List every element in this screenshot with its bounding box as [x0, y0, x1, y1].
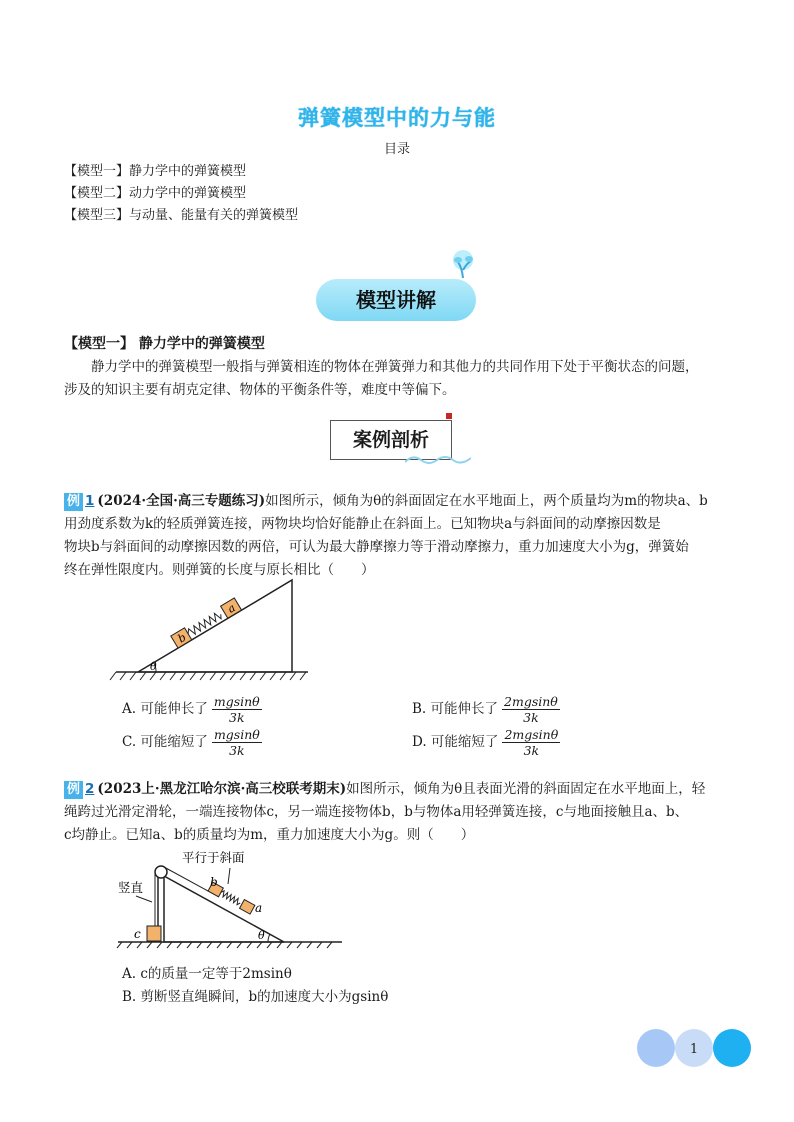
option-text: B. 可能伸长了: [412, 701, 499, 717]
example-1-line: [64, 490, 736, 513]
block-b-label: b: [210, 875, 218, 889]
example-2-line: 绳跨过光滑定滑轮，一端连接物体c，另一端连接物体b，b与物体a用轻弹簧连接，c与地面接触且a、b、: [64, 804, 689, 820]
toc-item[interactable]: 【模型三】与动量、能量有关的弹簧模型: [64, 208, 299, 223]
example-text: 如图所示，倾角为θ的斜面固定在水平地面上，两个质量均为m的物块a、b: [265, 493, 708, 509]
section-paragraph-line: 静力学中的弹簧模型一般指与弹簧相连的物体在弹簧弹力和其他力的共同作用下处于平衡状态的问题，: [91, 359, 699, 375]
numerator: 2mgsinθ: [504, 727, 559, 742]
section-heading: 【模型一】 静力学中的弹簧模型: [64, 336, 265, 352]
fraction: [502, 727, 560, 758]
option-b[interactable]: [412, 694, 560, 725]
leaf-icon: [448, 248, 478, 282]
corner-marker: [446, 413, 452, 419]
example-1-line: 终在弹性限度内。则弹簧的长度与原长相比（ ）: [64, 562, 375, 578]
numerator: mgsinθ: [213, 694, 260, 709]
example-source: (2023上·黑龙江哈尔滨·高三校联考期末): [97, 781, 347, 797]
option-a[interactable]: [122, 694, 262, 725]
model-banner: 模型讲解: [316, 279, 476, 321]
incline-figure-2: [112, 846, 346, 950]
example-2-line: [64, 778, 736, 801]
denominator: 3k: [523, 710, 539, 725]
page-number-badge: [636, 1028, 752, 1068]
block-a-label: a: [225, 601, 238, 616]
parallel-label: 平行于斜面: [182, 850, 245, 865]
page-number: 1: [689, 1042, 699, 1057]
option-text: D. 可能缩短了: [412, 734, 499, 750]
example-number[interactable]: 1: [85, 493, 95, 509]
toc-item[interactable]: 【模型二】动力学中的弹簧模型: [64, 186, 247, 201]
example-2-line: c均静止。已知a、b的质量均为m，重力加速度大小为g。则（ ）: [64, 827, 475, 843]
section-paragraph-line: 涉及的知识主要有胡克定律、物体的平衡条件等，难度中等偏下。: [64, 382, 456, 398]
fraction: [502, 694, 560, 725]
option-text: C. 可能缩短了: [122, 734, 208, 750]
option-text: A. 可能伸长了: [122, 701, 208, 717]
option-a[interactable]: A. c的质量一定等于2msinθ: [122, 966, 292, 982]
fraction: [212, 694, 262, 725]
wave-decoration: [405, 452, 471, 466]
case-analysis-box: 案例剖析: [330, 420, 452, 460]
toc-label: 目录: [383, 142, 410, 157]
option-c[interactable]: [122, 727, 262, 758]
fraction: [212, 727, 262, 758]
example-1-line: 用劲度系数为k的轻质弹簧连接，两物块均恰好能静止在斜面上。已知物块a与斜面间的动摩擦因数是: [64, 516, 661, 532]
example-number[interactable]: 2: [85, 781, 95, 797]
example-badge: 例: [64, 493, 83, 511]
example-badge: 例: [64, 781, 83, 799]
theta-label: θ: [258, 929, 265, 942]
document-title: 弹簧模型中的力与能: [298, 106, 496, 130]
numerator: mgsinθ: [213, 727, 260, 742]
example-text: 如图所示，倾角为θ且表面光滑的斜面固定在水平地面上，轻: [346, 781, 706, 797]
denominator: 3k: [229, 710, 245, 725]
option-d[interactable]: [412, 727, 560, 758]
block-a-label: a: [255, 901, 263, 915]
denominator: 3k: [523, 743, 540, 758]
block-c-label: c: [134, 927, 141, 941]
option-b[interactable]: B. 剪断竖直绳瞬间，b的加速度大小为gsinθ: [122, 989, 389, 1005]
incline-figure-1: [108, 578, 313, 684]
theta-label: θ: [150, 660, 157, 673]
toc-item[interactable]: 【模型一】静力学中的弹簧模型: [64, 164, 247, 179]
example-1-line: 物块b与斜面间的动摩擦因数的两倍，可认为最大静摩擦力等于滑动摩擦力，重力加速度大小为g，弹簧始: [64, 539, 689, 555]
block-b-label: b: [175, 630, 189, 646]
denominator: 3k: [229, 743, 245, 758]
numerator: 2mgsinθ: [504, 694, 558, 709]
example-source: (2024·全国·高三专题练习): [97, 493, 266, 509]
vertical-label: 竖直: [118, 880, 144, 895]
